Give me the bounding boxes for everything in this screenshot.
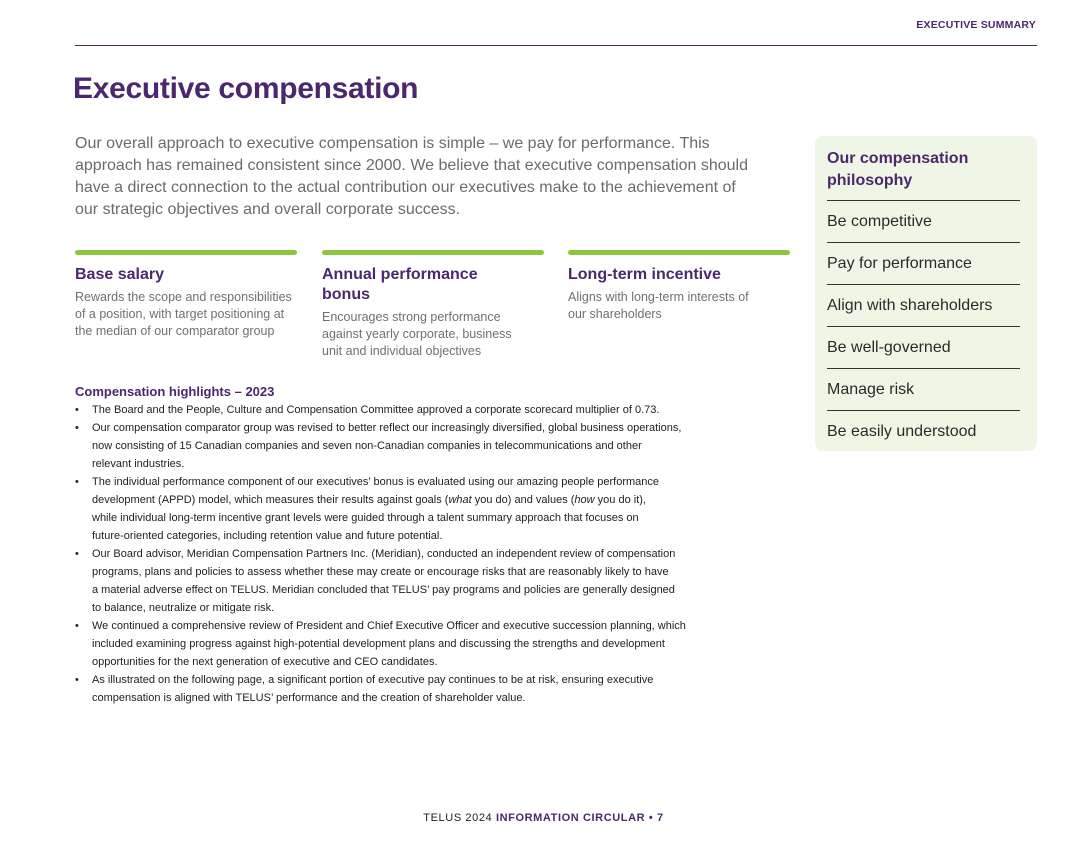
pillar-title: Annual performance bonus bbox=[322, 266, 478, 303]
emphasis-what: what bbox=[448, 494, 472, 506]
list-item-text: As illustrated on the following page, a significant portion of executive pay continues to be at risk, ensuring executive compensation is aligned with TELUS’ performance and the creation of shareholder value. bbox=[92, 674, 654, 704]
pillar-annual-bonus bbox=[322, 250, 544, 360]
bullet: • bbox=[75, 620, 79, 632]
bullet: • bbox=[75, 476, 79, 488]
bullet: • bbox=[75, 422, 79, 434]
pillar-long-term-incentive bbox=[568, 250, 790, 323]
bullet: • bbox=[75, 404, 79, 416]
philosophy-title: Our compensation philosophy bbox=[827, 148, 1020, 201]
page-number: 7 bbox=[656, 812, 664, 824]
list-item-text-part: The individual performance component of our executives’ bonus is evaluated using our amazing people performance development (APPD) model, which measures their results against goals ( bbox=[92, 476, 660, 506]
pillar-description: Encourages strong performance against yearly corporate, business unit and individual objectives bbox=[322, 310, 512, 358]
list-item-text: The Board and the People, Culture and Compensation Committee approved a corporate scorecard multiplier of 0.73. bbox=[92, 404, 660, 416]
pillar-description: Rewards the scope and responsibilities of a position, with target positioning at the median of our comparator group bbox=[75, 290, 292, 338]
list-item-text-part: you do) and values ( bbox=[471, 494, 575, 506]
list-item-text-part: you do it), while individual long-term incentive grant levels were guided through a talent summary approach that focuses on future-oriented categories, including retention value and future potential. bbox=[92, 494, 646, 542]
bullet: • bbox=[75, 548, 79, 560]
footer-separator: • bbox=[648, 812, 654, 824]
list-item-text: Our Board advisor, Meridian Compensation Partners Inc. (Meridian), conducted an independent review of compensation programs, plans and policies to assess whether these may create or encourage risks that are reasonably likely to have a material adverse effect on TELUS. Meridian concluded that TELUS’ pay programs and policies are generally designed to balance, neutralize or mitigate risk. bbox=[92, 548, 676, 614]
list-item-text: We continued a comprehensive review of President and Chief Executive Officer and executive succession planning, which included examining progress against high-potential development plans and discussing the strengths and development opportunities for the next generation of executive and CEO candidates. bbox=[92, 620, 686, 668]
emphasis-how: how bbox=[574, 494, 595, 506]
header-rule bbox=[75, 45, 1037, 46]
pillar-title: Long-term incentive bbox=[568, 266, 721, 283]
philosophy-item: Be easily understood bbox=[827, 423, 977, 440]
compensation-philosophy-panel bbox=[815, 136, 1037, 451]
list-item bbox=[75, 419, 755, 473]
list-item bbox=[75, 671, 755, 707]
compensation-highlights bbox=[75, 384, 755, 707]
list-item bbox=[75, 545, 755, 617]
pillar-description: Aligns with long-term interests of our shareholders bbox=[568, 290, 749, 321]
pillar-accent-bar bbox=[75, 250, 297, 255]
pillar-base-salary bbox=[75, 250, 297, 340]
list-item-text bbox=[92, 476, 659, 542]
pillar-accent-bar bbox=[568, 250, 790, 255]
highlights-list bbox=[75, 401, 755, 707]
intro-paragraph: Our overall approach to executive compensation is simple – we pay for performance. This approach has remained consistent since 2000. We believe that executive compensation should have a direct connection to the actual contribution our executives make to the achievement of our strategic objectives and overall corporate success. bbox=[75, 135, 749, 218]
list-item bbox=[75, 617, 755, 671]
pillar-accent-bar bbox=[322, 250, 544, 255]
page-title: Executive compensation bbox=[73, 72, 419, 105]
section-label: EXECUTIVE SUMMARY bbox=[916, 19, 1036, 31]
footer-company: TELUS 2024 bbox=[423, 812, 493, 824]
philosophy-item: Be well-governed bbox=[827, 327, 1020, 369]
highlights-title: Compensation highlights – 2023 bbox=[75, 384, 275, 399]
bullet: • bbox=[75, 674, 79, 686]
page-footer bbox=[0, 812, 1087, 824]
philosophy-item: Pay for performance bbox=[827, 243, 1020, 285]
philosophy-item: Be competitive bbox=[827, 201, 1020, 243]
pillar-title: Base salary bbox=[75, 266, 164, 283]
list-item-text: Our compensation comparator group was revised to better reflect our increasingly diversified, global business operations, now consisting of 15 Canadian companies and seven non-Canadian companies in telecommunications and other relevant industries. bbox=[92, 422, 682, 470]
list-item bbox=[75, 401, 755, 419]
footer-publication: INFORMATION CIRCULAR bbox=[495, 812, 646, 824]
list-item bbox=[75, 473, 755, 545]
philosophy-item: Align with shareholders bbox=[827, 285, 1020, 327]
philosophy-item: Manage risk bbox=[827, 369, 1020, 411]
